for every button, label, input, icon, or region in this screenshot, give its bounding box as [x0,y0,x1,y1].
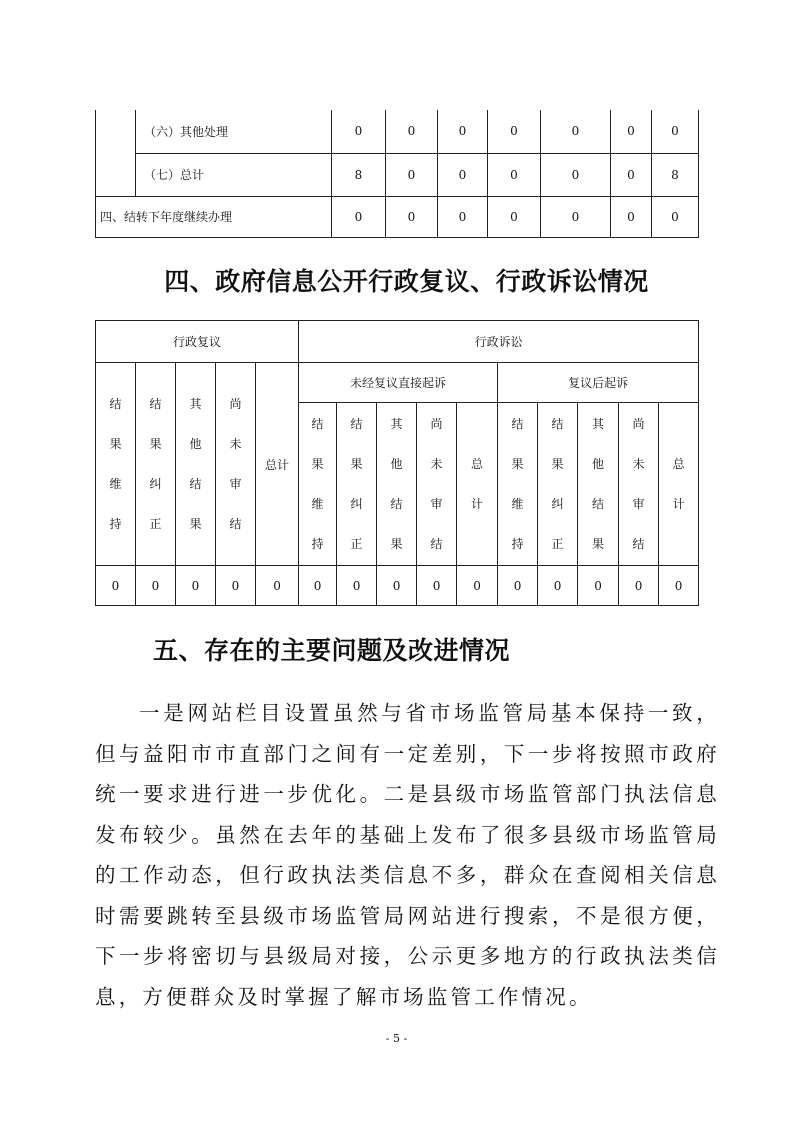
cell-value: 0 [488,196,541,237]
col-header-text: 结 果 纠 正 [551,417,564,551]
col-header [457,403,498,566]
col-header-text: 结 果 维 持 [511,417,524,551]
cell-value: 0 [337,566,377,606]
review-litigation-table [95,320,699,606]
col-header [299,403,337,566]
group-header-review: 行政复议 [96,321,299,363]
col-header [96,363,136,566]
cell-value: 0 [377,566,417,606]
cell-value: 0 [386,153,438,196]
cell-value: 0 [438,153,488,196]
table-row [96,566,699,606]
sub-header-row [96,363,699,403]
disclosure-results-table-continuation [95,110,699,238]
table-row [96,153,699,196]
cell-value: 0 [488,153,541,196]
cell-value: 0 [176,566,216,606]
col-header-text: 其 他 结 果 [592,417,605,551]
cell-value: 0 [578,566,619,606]
col-header [377,403,417,566]
cell-value: 0 [386,196,438,237]
col-header-text: 其 他 结 果 [390,417,403,551]
col-header-text: 尚 未 审 结 [632,417,645,551]
cell-value: 0 [417,566,457,606]
cell-value: 0 [457,566,498,606]
cell-value: 0 [659,566,699,606]
cell-value: 0 [386,110,438,153]
col-header-text: 总计 [265,457,290,472]
cell-value: 0 [652,196,699,237]
cell-value: 0 [541,110,611,153]
page-number: - 5 - [385,1032,408,1045]
cell-value: 8 [332,153,386,196]
cell-value: 0 [541,153,611,196]
cell-value: 0 [498,566,538,606]
col-header [498,403,538,566]
col-header [216,363,256,566]
table-row [96,196,699,237]
section5-heading: 五、存在的主要问题及改进情况 [153,636,511,665]
col-header-text: 总 计 [471,457,484,511]
cell-value: 0 [96,566,136,606]
col-header [578,403,619,566]
group-header-litigation: 行政诉讼 [299,321,699,363]
sub-header-after-review: 复议后起诉 [498,363,699,403]
cell-value: 0 [611,196,652,237]
merged-category-cell [96,110,136,196]
cell-value: 0 [488,110,541,153]
col-header [538,403,578,566]
cell-value: 0 [541,196,611,237]
col-header [659,403,699,566]
sub-header-direct: 未经复议直接起诉 [299,363,498,403]
col-header-text: 结 果 纠 正 [350,417,363,551]
col-header-text: 尚 未 审 结 [229,397,242,531]
row-label: （六）其他处理 [136,110,332,153]
col-header-text: 结 果 维 持 [311,417,324,551]
col-header-text: 结 果 纠 正 [149,397,162,531]
row-label: （七）总计 [136,153,332,196]
cell-value: 0 [619,566,659,606]
cell-value: 8 [652,153,699,196]
col-header-text: 总 计 [672,457,685,511]
col-header-text: 其 他 结 果 [189,397,202,531]
col-header-text: 尚 未 审 结 [430,417,443,551]
cell-value: 0 [332,110,386,153]
col-header-text: 结 果 维 持 [109,397,122,531]
cell-value: 0 [216,566,256,606]
cell-value: 0 [538,566,578,606]
cell-value: 0 [256,566,299,606]
cell-value: 0 [136,566,176,606]
col-header [136,363,176,566]
col-header [417,403,457,566]
cell-value: 0 [438,196,488,237]
cell-value: 0 [332,196,386,237]
cell-value: 0 [438,110,488,153]
col-header [619,403,659,566]
cell-value: 0 [611,153,652,196]
cell-value: 0 [652,110,699,153]
row-label: 四、结转下年度继续办理 [96,196,332,237]
section5-paragraph: 一是网站栏目设置虽然与省市场监管局基本保持一致，但与益阳市市直部门之间有一定差别，下一步将按照市政府统一要求进行进一步优化。二是县级市场监管部门执法信息发布较少。虽然在去年的基础上发布了很多县级市场监管局的工作动态，但行政执法类信息不多，群众在查阅相关信息时需要跳转至县级市场监管局网站进行搜索，不是很方便，下一步将密切与县级局对接，公示更多地方的行政执法类信息，方便群众及时掌握了解市场监管工作情况。 [95,701,720,1009]
section4-heading: 四、政府信息公开行政复议、行政诉讼情况 [164,267,649,296]
cell-value: 0 [611,110,652,153]
col-header [337,403,377,566]
group-header-row [96,321,699,363]
table-row [96,110,699,153]
cell-value: 0 [299,566,337,606]
col-header [176,363,216,566]
col-header-total [256,363,299,566]
